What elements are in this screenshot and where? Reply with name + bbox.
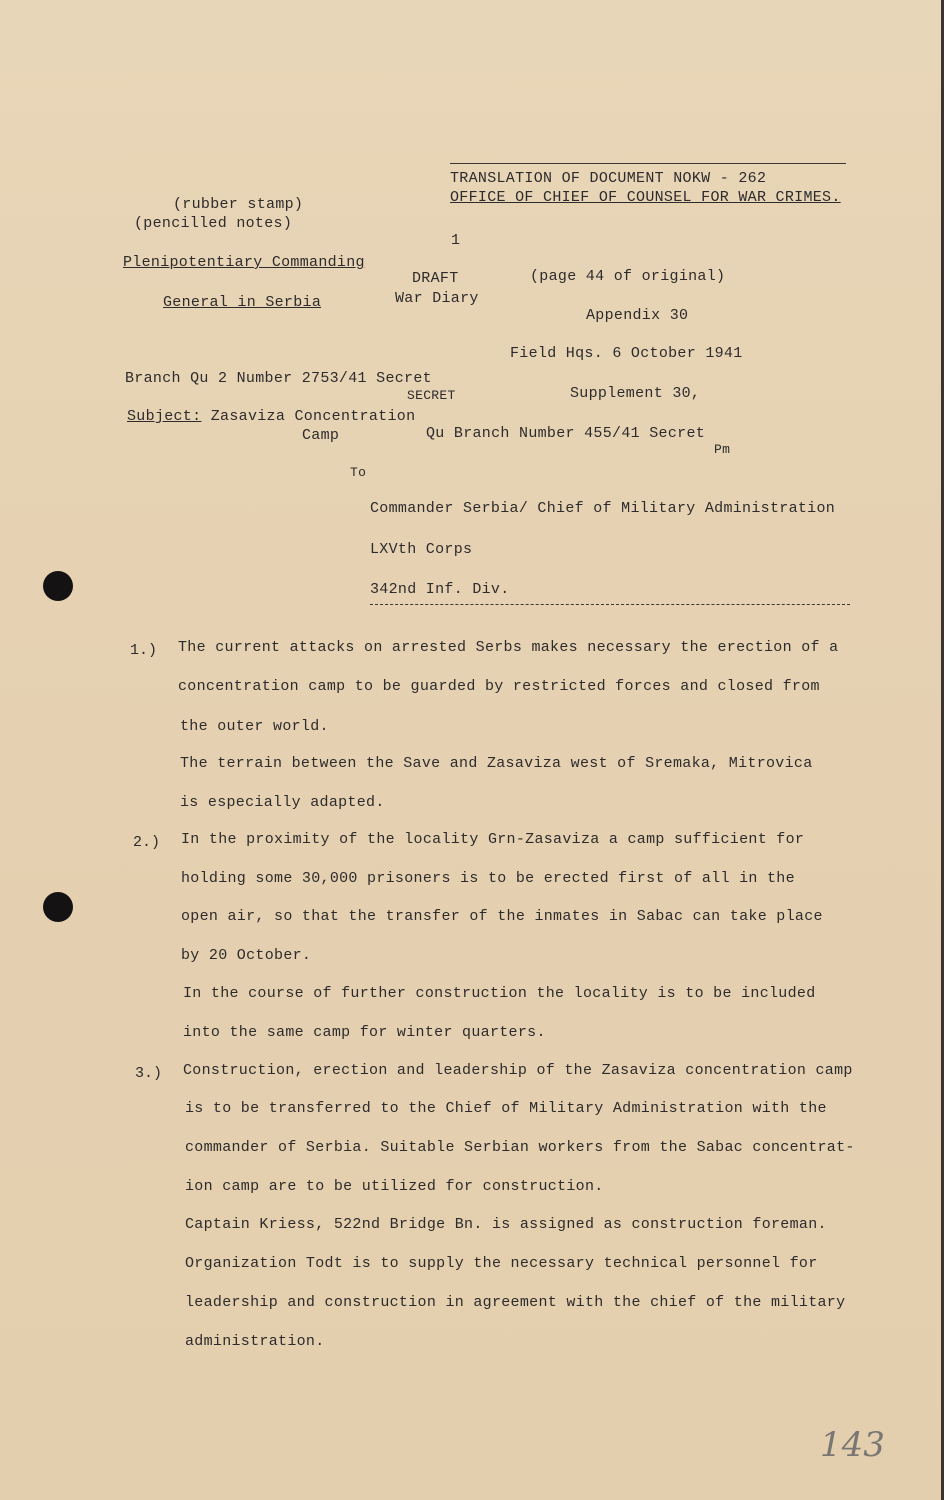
recipients-divider xyxy=(370,604,850,605)
paragraph-2-number: 2.) xyxy=(133,834,161,851)
draft-label: DRAFT xyxy=(412,270,459,287)
recipient-3: 342nd Inf. Div. xyxy=(370,581,510,598)
pencil-note: (pencilled notes) xyxy=(134,215,293,232)
translation-line: TRANSLATION OF DOCUMENT NOKW - 262 xyxy=(450,170,767,187)
camp-label: Camp xyxy=(302,427,340,444)
p3-line-4: ion camp are to be utilized for construction. xyxy=(185,1178,604,1195)
p3-line-8: administration. xyxy=(185,1333,325,1350)
to-label: To xyxy=(350,465,367,480)
mark-one: 1 xyxy=(451,232,461,249)
qu-branch-line: Qu Branch Number 455/41 Secret xyxy=(426,425,706,442)
handwritten-page-number: 143 xyxy=(820,1425,885,1465)
p3-line-1: Construction, erection and leadership of the Zasaviza concentration camp xyxy=(183,1062,853,1079)
paragraph-3-number: 3.) xyxy=(135,1065,163,1082)
page-note: (page 44 of original) xyxy=(530,268,726,285)
p1-line-3: the outer world. xyxy=(180,718,329,735)
p3-line-5: Captain Kriess, 522nd Bridge Bn. is assigned as construction foreman. xyxy=(185,1216,827,1233)
appendix-label: Appendix 30 xyxy=(586,307,689,324)
p2-line-4: by 20 October. xyxy=(181,947,312,964)
p3-line-3: commander of Serbia. Suitable Serbian workers from the Sabac concentrat- xyxy=(185,1139,855,1156)
subject-text: Zasaviza Concentration xyxy=(210,408,416,425)
p2-line-1: In the proximity of the locality Grn-Zasaviza a camp sufficient for xyxy=(181,831,805,848)
war-diary-label: War Diary xyxy=(395,290,479,307)
subject-label: Subject: xyxy=(127,408,202,425)
p3-line-2: is to be transferred to the Chief of Military Administration with the xyxy=(185,1100,827,1117)
header-top-rule xyxy=(450,163,846,164)
p1-line-4: The terrain between the Save and Zasaviza west of Sremaka, Mitrovica xyxy=(180,755,813,772)
plenipotentiary-line: Plenipotentiary Commanding xyxy=(123,254,365,271)
office-line: OFFICE OF CHIEF OF COUNSEL FOR WAR CRIMES. xyxy=(450,189,841,206)
punch-hole-bottom xyxy=(43,892,73,922)
p3-line-7: leadership and construction in agreement with the chief of the military xyxy=(185,1294,846,1311)
p2-line-6: into the same camp for winter quarters. xyxy=(183,1024,546,1041)
secret-stamp: SECRET xyxy=(407,388,456,403)
supplement-line: Supplement 30, xyxy=(570,385,701,402)
stamp-note: (rubber stamp) xyxy=(173,196,304,213)
p2-line-5: In the course of further construction the locality is to be included xyxy=(183,985,816,1002)
paragraph-1-number: 1.) xyxy=(130,642,158,659)
p1-line-1: The current attacks on arrested Serbs makes necessary the erection of a xyxy=(178,639,839,656)
p1-line-2: concentration camp to be guarded by restricted forces and closed from xyxy=(178,678,820,695)
p1-line-5: is especially adapted. xyxy=(180,794,385,811)
branch-line: Branch Qu 2 Number 2753/41 Secret xyxy=(125,370,432,387)
p2-line-3: open air, so that the transfer of the inmates in Sabac can take place xyxy=(181,908,823,925)
general-serbia-line: General in Serbia xyxy=(163,294,322,311)
punch-hole-top xyxy=(43,571,73,601)
field-hqs-line: Field Hqs. 6 October 1941 xyxy=(510,345,743,362)
recipient-2: LXVth Corps xyxy=(370,541,473,558)
subject-line xyxy=(127,408,415,425)
recipient-1: Commander Serbia/ Chief of Military Administration xyxy=(370,500,836,517)
p3-line-6: Organization Todt is to supply the necessary technical personnel for xyxy=(185,1255,818,1272)
p2-line-2: holding some 30,000 prisoners is to be erected first of all in the xyxy=(181,870,795,887)
pm-note: Pm xyxy=(714,442,731,457)
